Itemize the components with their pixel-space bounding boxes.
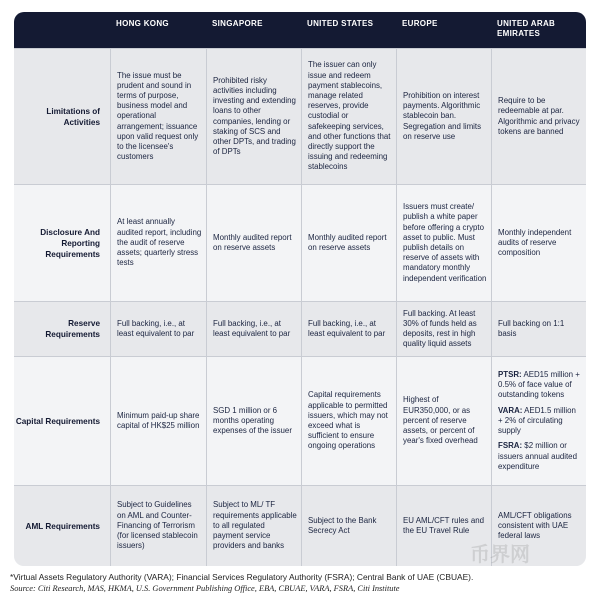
table-row [14,301,586,356]
table-cell: Highest of EUR350,000, or as percent of reserve assets, or percent of year's fixed overhead [396,357,491,485]
table-cell [491,357,586,485]
row-label-limitations: Limitations of Activities [46,106,100,127]
row-label-disclosure: Disclosure And Reporting Requirements [40,227,100,259]
table-row [14,356,586,485]
header-hong-kong: HONG KONG [116,19,169,28]
table-cell: Full backing. At least 30% of funds held as deposits, rest in high quality liquid assets [396,302,491,356]
header-empty [14,12,110,48]
regulation-comparison-table [14,12,586,566]
table-cell: The issuer can only issue and redeem payment stablecoins, manage related reserves, provide custodial or safekeeping services, and other functions that directly support the issuing and redeeming stablecoins [301,49,396,184]
table-cell: Subject to Guidelines on AML and Counter-Financing of Terrorism (for licensed stablecoin issuers) [110,486,206,566]
table-row [14,184,586,301]
table-cell: Subject to the Bank Secrecy Act [301,486,396,566]
row-label-aml: AML Requirements [25,521,100,531]
footnote: *Virtual Assets Regulatory Authority (VARA); Financial Services Regulatory Authority (FSRA); Central Bank of UAE (CBUAE). [10,572,474,582]
table-cell: Prohibition on interest payments. Algorithmic stablecoin ban. Segregation and limits on reserve use [396,49,491,184]
row-label-reserve: Reserve Requirements [45,319,100,339]
table-cell: Monthly independent audits of reserve composition [491,185,586,301]
table-cell: Capital requirements applicable to permitted issuers, which may not exceed what is sufficient to ensure ongoing operations [301,357,396,485]
table-cell: Minimum paid-up share capital of HK$25 million [110,357,206,485]
table-cell: Full backing on 1:1 basis [491,302,586,356]
table-cell: Prohibited risky activities including investing and extending loans to other companies, lending or staking of SCS and other DPTs, and trading of DPTs [206,49,301,184]
header-united-states: UNITED STATES [307,19,374,28]
table-cell: Monthly audited report on reserve assets [206,185,301,301]
table-cell: The issue must be prudent and sound in terms of purpose, business model and operational arrangement; issuance upon valid request only to the licensee's customers [110,49,206,184]
footer-notes [10,572,592,594]
watermark-logo: 币界网 [470,542,530,566]
header-singapore: SINGAPORE [212,19,263,28]
source-line: Source: Citi Research, MAS, HKMA, U.S. Government Publishing Office, EBA, CBUAE, VARA, FSRA, Citi Institute [10,584,400,593]
table-cell: EU AML/CFT rules and the EU Travel Rule [396,486,491,566]
table-cell: Issuers must create/ publish a white paper before offering a crypto asset to public. Must publish details on reserve of assets with mandatory monthly independent verification [396,185,491,301]
table-cell: Full backing, i.e., at least equivalent to par [206,302,301,356]
table-header [14,12,586,48]
table-cell: SGD 1 million or 6 months operating expenses of the issuer [206,357,301,485]
table-cell: Monthly audited report on reserve assets [301,185,396,301]
table-cell: At least annually audited report, including the audit of reserve assets; quarterly stress tests [110,185,206,301]
row-label-capital: Capital Requirements [15,416,100,426]
header-uae: UNITED ARAB EMIRATES [497,19,556,38]
table-cell: Require to be redeemable at par. Algorithmic and privacy tokens are banned [491,49,586,184]
uae-capital-fsra: FSRA: $2 million or issuers annual audited expenditure [498,441,577,471]
uae-capital-list [498,370,582,472]
table-cell: Subject to ML/ TF requirements applicable to all regulated payment service providers and banks [206,486,301,566]
table-row [14,48,586,184]
header-europe: EUROPE [402,19,438,28]
uae-capital-vara: VARA: AED1.5 million + 2% of circulating supply [498,405,576,436]
uae-capital-ptsr: PTSR: AED15 million + 0.5% of face value of outstanding tokens [498,370,580,400]
table-cell: Full backing, i.e., at least equivalent to par [301,302,396,356]
table-cell: AML/CFT obligations consistent with UAE federal laws [491,486,586,566]
table-cell: Full backing, i.e., at least equivalent to par [110,302,206,356]
